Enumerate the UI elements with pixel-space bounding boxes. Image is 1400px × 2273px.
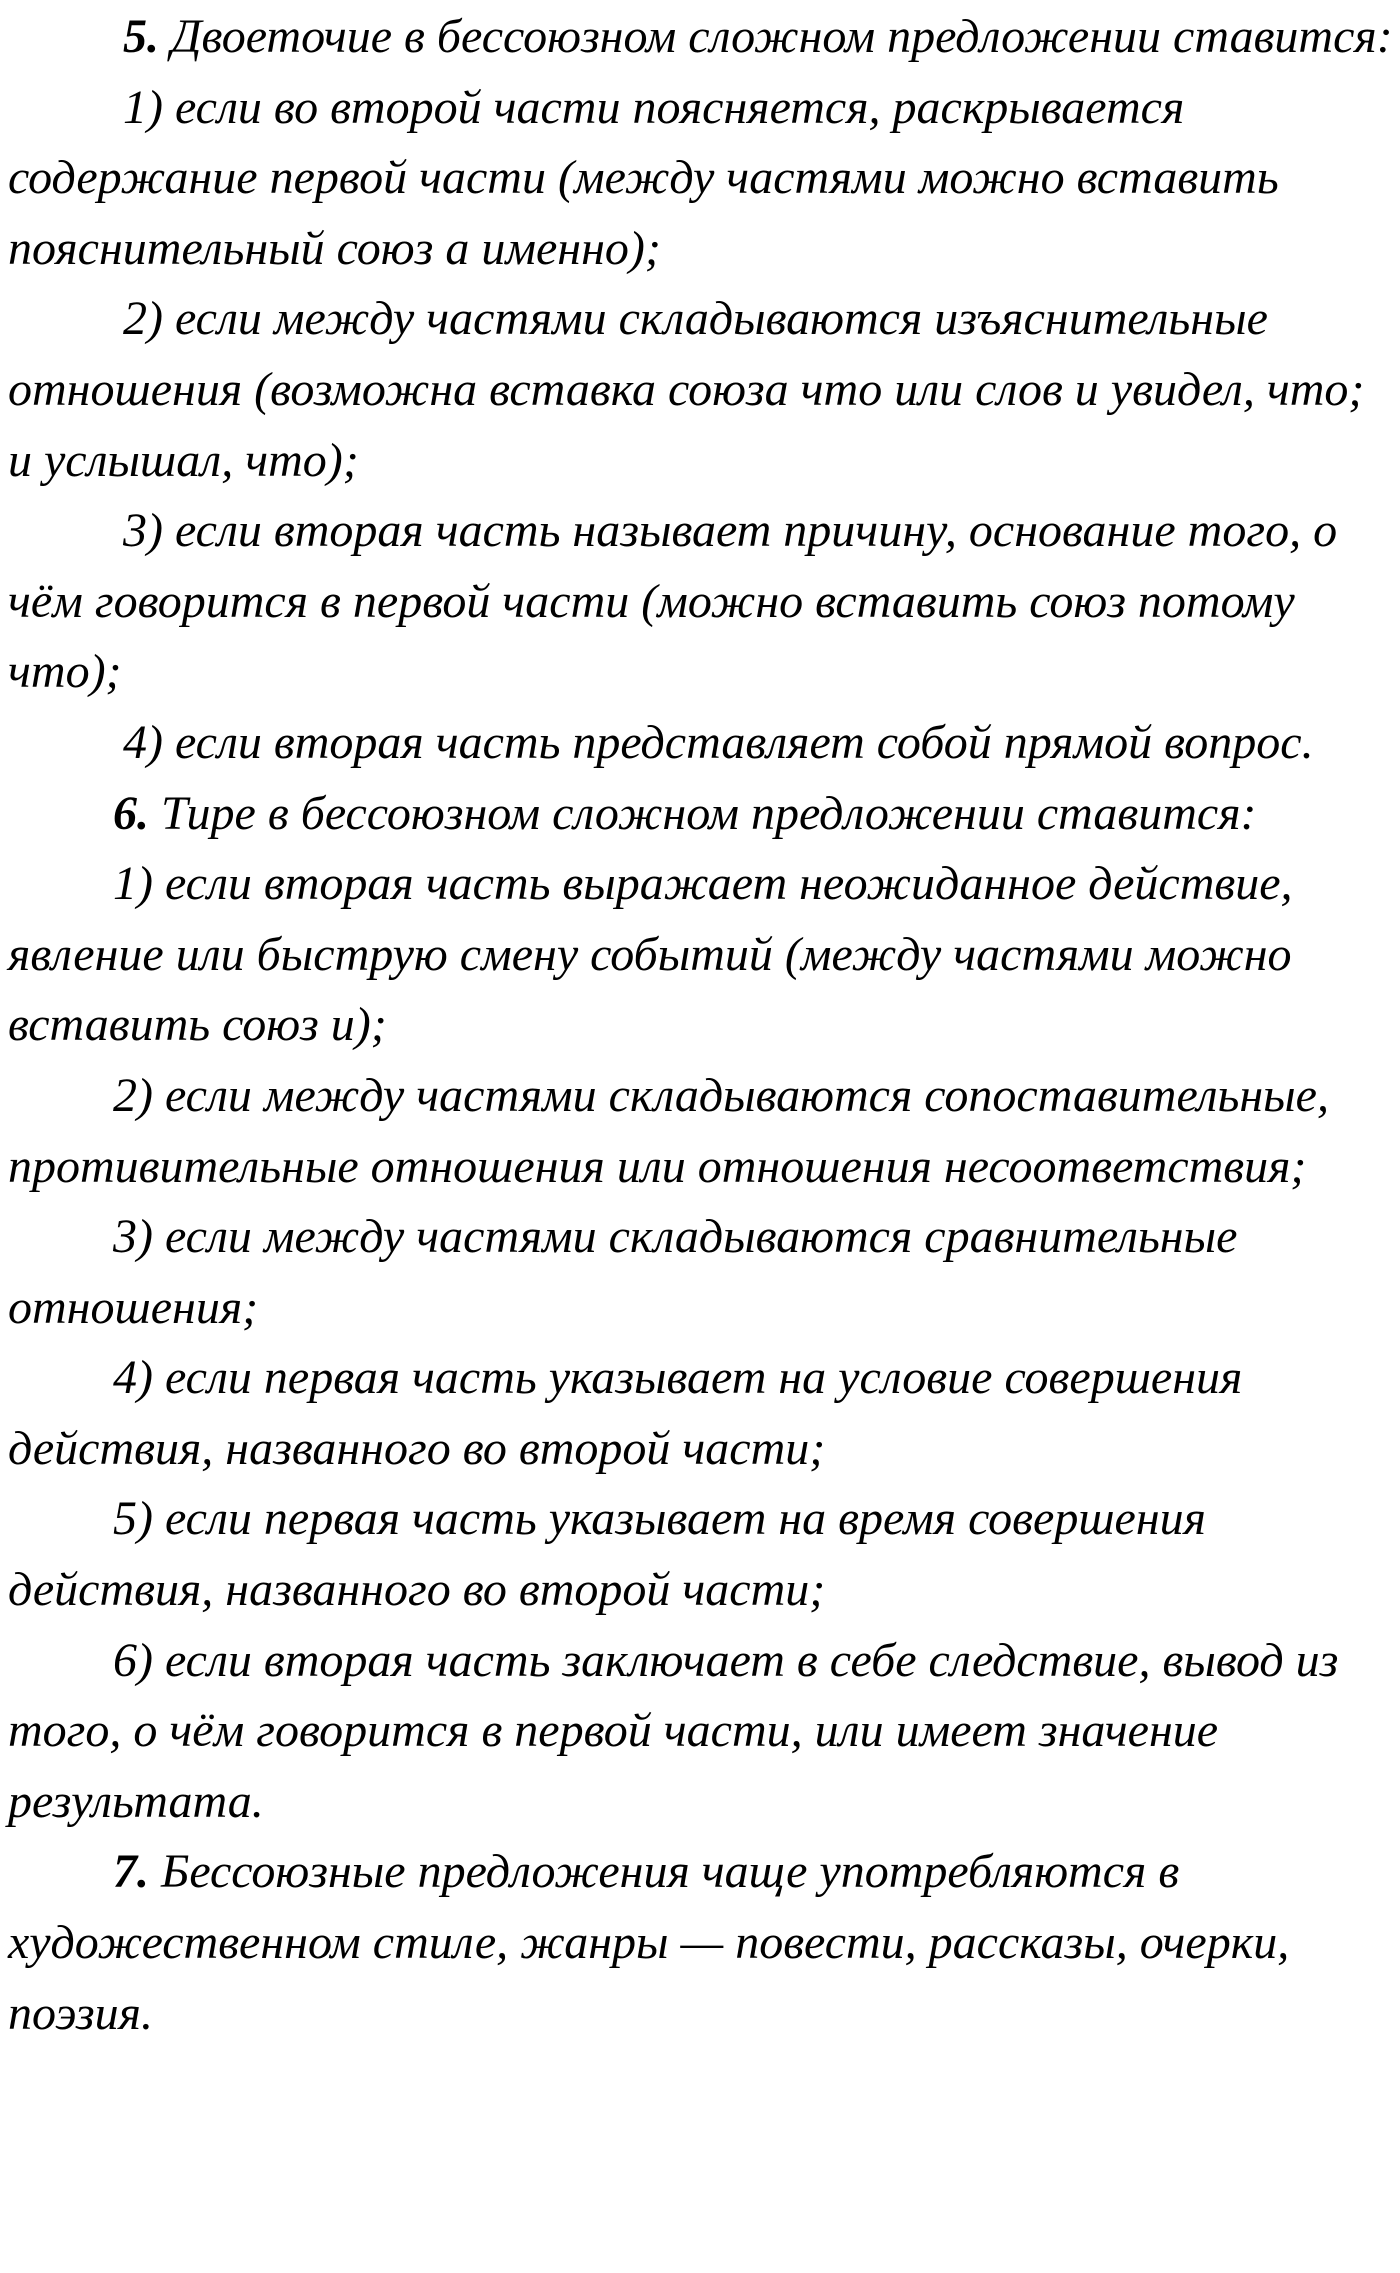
section-5-item-3: 3) если вторая часть называет причину, основание того, о чём говорится в первой части (можно вставить союз потому что);: [8, 504, 1338, 699]
section-6-item-3: 3) если между частями складываются сравнительные отношения;: [8, 1210, 1238, 1334]
section-6-item-5: 5) если первая часть указывает на время совершения действия, названного во второй части;: [8, 1492, 1206, 1617]
section-7-text: Бессоюзные предложения чаще употребляются в художественном стиле, жанры — повести, рассказы, очерки, поэзия.: [8, 1845, 1290, 2040]
section-6-item-1: 1) если вторая часть выражает неожиданное действие, явление или быструю смену событий (между частями можно вставить союз и);: [8, 857, 1293, 1052]
section-6-intro-text: Тире в бессоюзном сложном предложении ставится:: [161, 786, 1257, 840]
section-7: [8, 1837, 1398, 2049]
document-page: [8, 2, 1398, 2049]
section-5-intro: [8, 2, 1398, 73]
section-5-item-4: 4) если вторая часть представляет собой прямой вопрос.: [123, 715, 1314, 769]
section-5-number: 5.: [123, 10, 159, 63]
section-6-intro: [8, 779, 1398, 850]
section-6-item-4: 4) если первая часть указывает на условие совершения действия, названного во второй части;: [8, 1351, 1243, 1475]
section-6-item-2: 2) если между частями складываются сопоставительные, противительные отношения или отношения несоответствия;: [8, 1068, 1329, 1193]
section-5-item-1: 1) если во второй части поясняется, раскрывается содержание первой части (между частями можно вставить пояснительный союз а именно);: [8, 80, 1279, 275]
section-6-number: 6.: [113, 786, 149, 840]
section-7-number: 7.: [113, 1845, 149, 1899]
section-5-intro-text: Двоеточие в бессоюзном сложном предложении ставится:: [171, 10, 1393, 63]
section-5-item-2: 2) если между частями складываются изъяснительные отношения (возможна вставка союза что или слов и увидел, что; и услышал, что);: [8, 292, 1365, 487]
section-6-item-6: 6) если вторая часть заключает в себе следствие, вывод из того, о чём говорится в первой части, или имеет значение результата.: [8, 1633, 1339, 1828]
